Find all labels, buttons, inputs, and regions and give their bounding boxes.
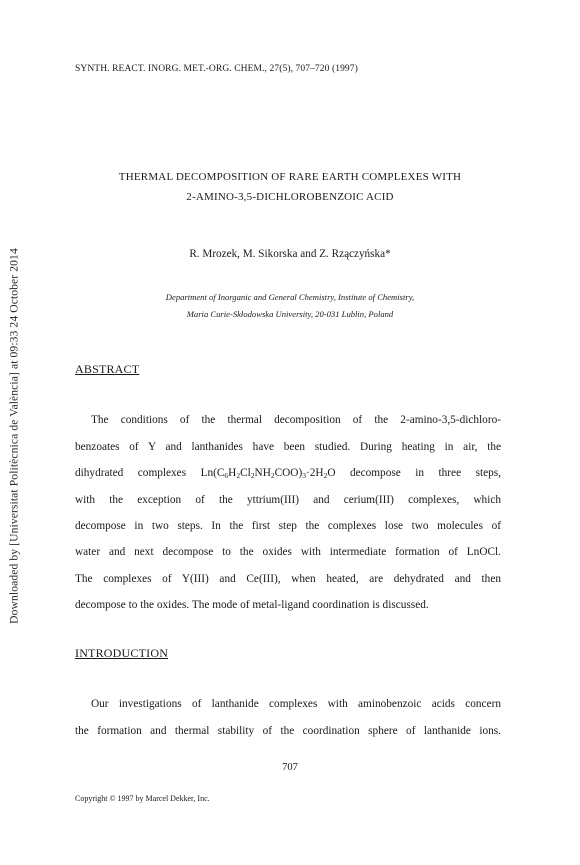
formula-subscript: 2	[236, 471, 241, 480]
formula-text: ·2H	[305, 467, 324, 479]
abstract-line-6: water and next decompose to the oxides with intermediate formation of LnOCl.	[75, 546, 501, 558]
abstract-line-5: decompose in two steps. In the first step the complexes lose two molecules of	[75, 520, 501, 532]
formula-text: dihydrated complexes Ln(C	[75, 467, 225, 479]
download-watermark-text: Downloaded by [Universitat Politècnica de València] at 09:33 24 October 2014	[7, 248, 21, 624]
formula-subscript: 2	[323, 471, 328, 480]
download-watermark	[0, 216, 28, 656]
formula-subscript: 2	[250, 471, 255, 480]
page-number: 707	[282, 762, 298, 773]
abstract-line-2: benzoates of Y and lanthanides have been studied. During heating in air, the	[75, 441, 501, 453]
article-title-line-1: THERMAL DECOMPOSITION OF RARE EARTH COMPLEXES WITH	[118, 171, 462, 183]
formula-subscript: 6	[224, 471, 229, 480]
formula-subscript: 2	[270, 471, 275, 480]
affiliation-line-2: Maria Curie-Skłodowska University, 20-031 Lublin, Poland	[186, 309, 394, 319]
formula-text: Cl	[240, 467, 251, 479]
affiliation-line-1: Department of Inorganic and General Chemistry, Institute of Chemistry,	[165, 292, 415, 302]
formula-text: COO)	[274, 467, 303, 479]
abstract-line-3	[75, 466, 501, 480]
formula-text: NH	[254, 467, 271, 479]
copyright-notice: Copyright © 1997 by Marcel Dekker, Inc.	[75, 794, 210, 803]
abstract-line-7: The complexes of Y(III) and Ce(III), when heated, are dehydrated and then	[75, 573, 501, 585]
abstract-heading: ABSTRACT	[75, 362, 140, 376]
article-title-line-2: 2-AMINO-3,5-DICHLOROBENZOIC ACID	[186, 191, 394, 203]
introduction-heading: INTRODUCTION	[75, 646, 169, 660]
formula-text: H	[228, 467, 237, 479]
author-list: R. Mrozek, M. Sikorska and Z. Rzączyńska*	[189, 248, 391, 260]
formula-text: O decompose in three steps,	[327, 467, 501, 479]
abstract-line-8: decompose to the oxides. The mode of metal-ligand coordination is discussed.	[75, 599, 429, 611]
abstract-line-1: The conditions of the thermal decomposition of the 2-amino-3,5-dichloro-	[91, 414, 501, 426]
introduction-line-1: Our investigations of lanthanide complexes with aminobenzoic acids concern	[91, 698, 501, 710]
formula-subscript: 3	[302, 471, 306, 480]
journal-reference: SYNTH. REACT. INORG. MET.-ORG. CHEM., 27(5), 707–720 (1997)	[75, 64, 358, 74]
introduction-line-2: the formation and thermal stability of the coordination sphere of lanthanide ions.	[75, 725, 501, 737]
abstract-line-4: with the exception of the yttrium(III) and cerium(III) complexes, which	[75, 494, 501, 506]
